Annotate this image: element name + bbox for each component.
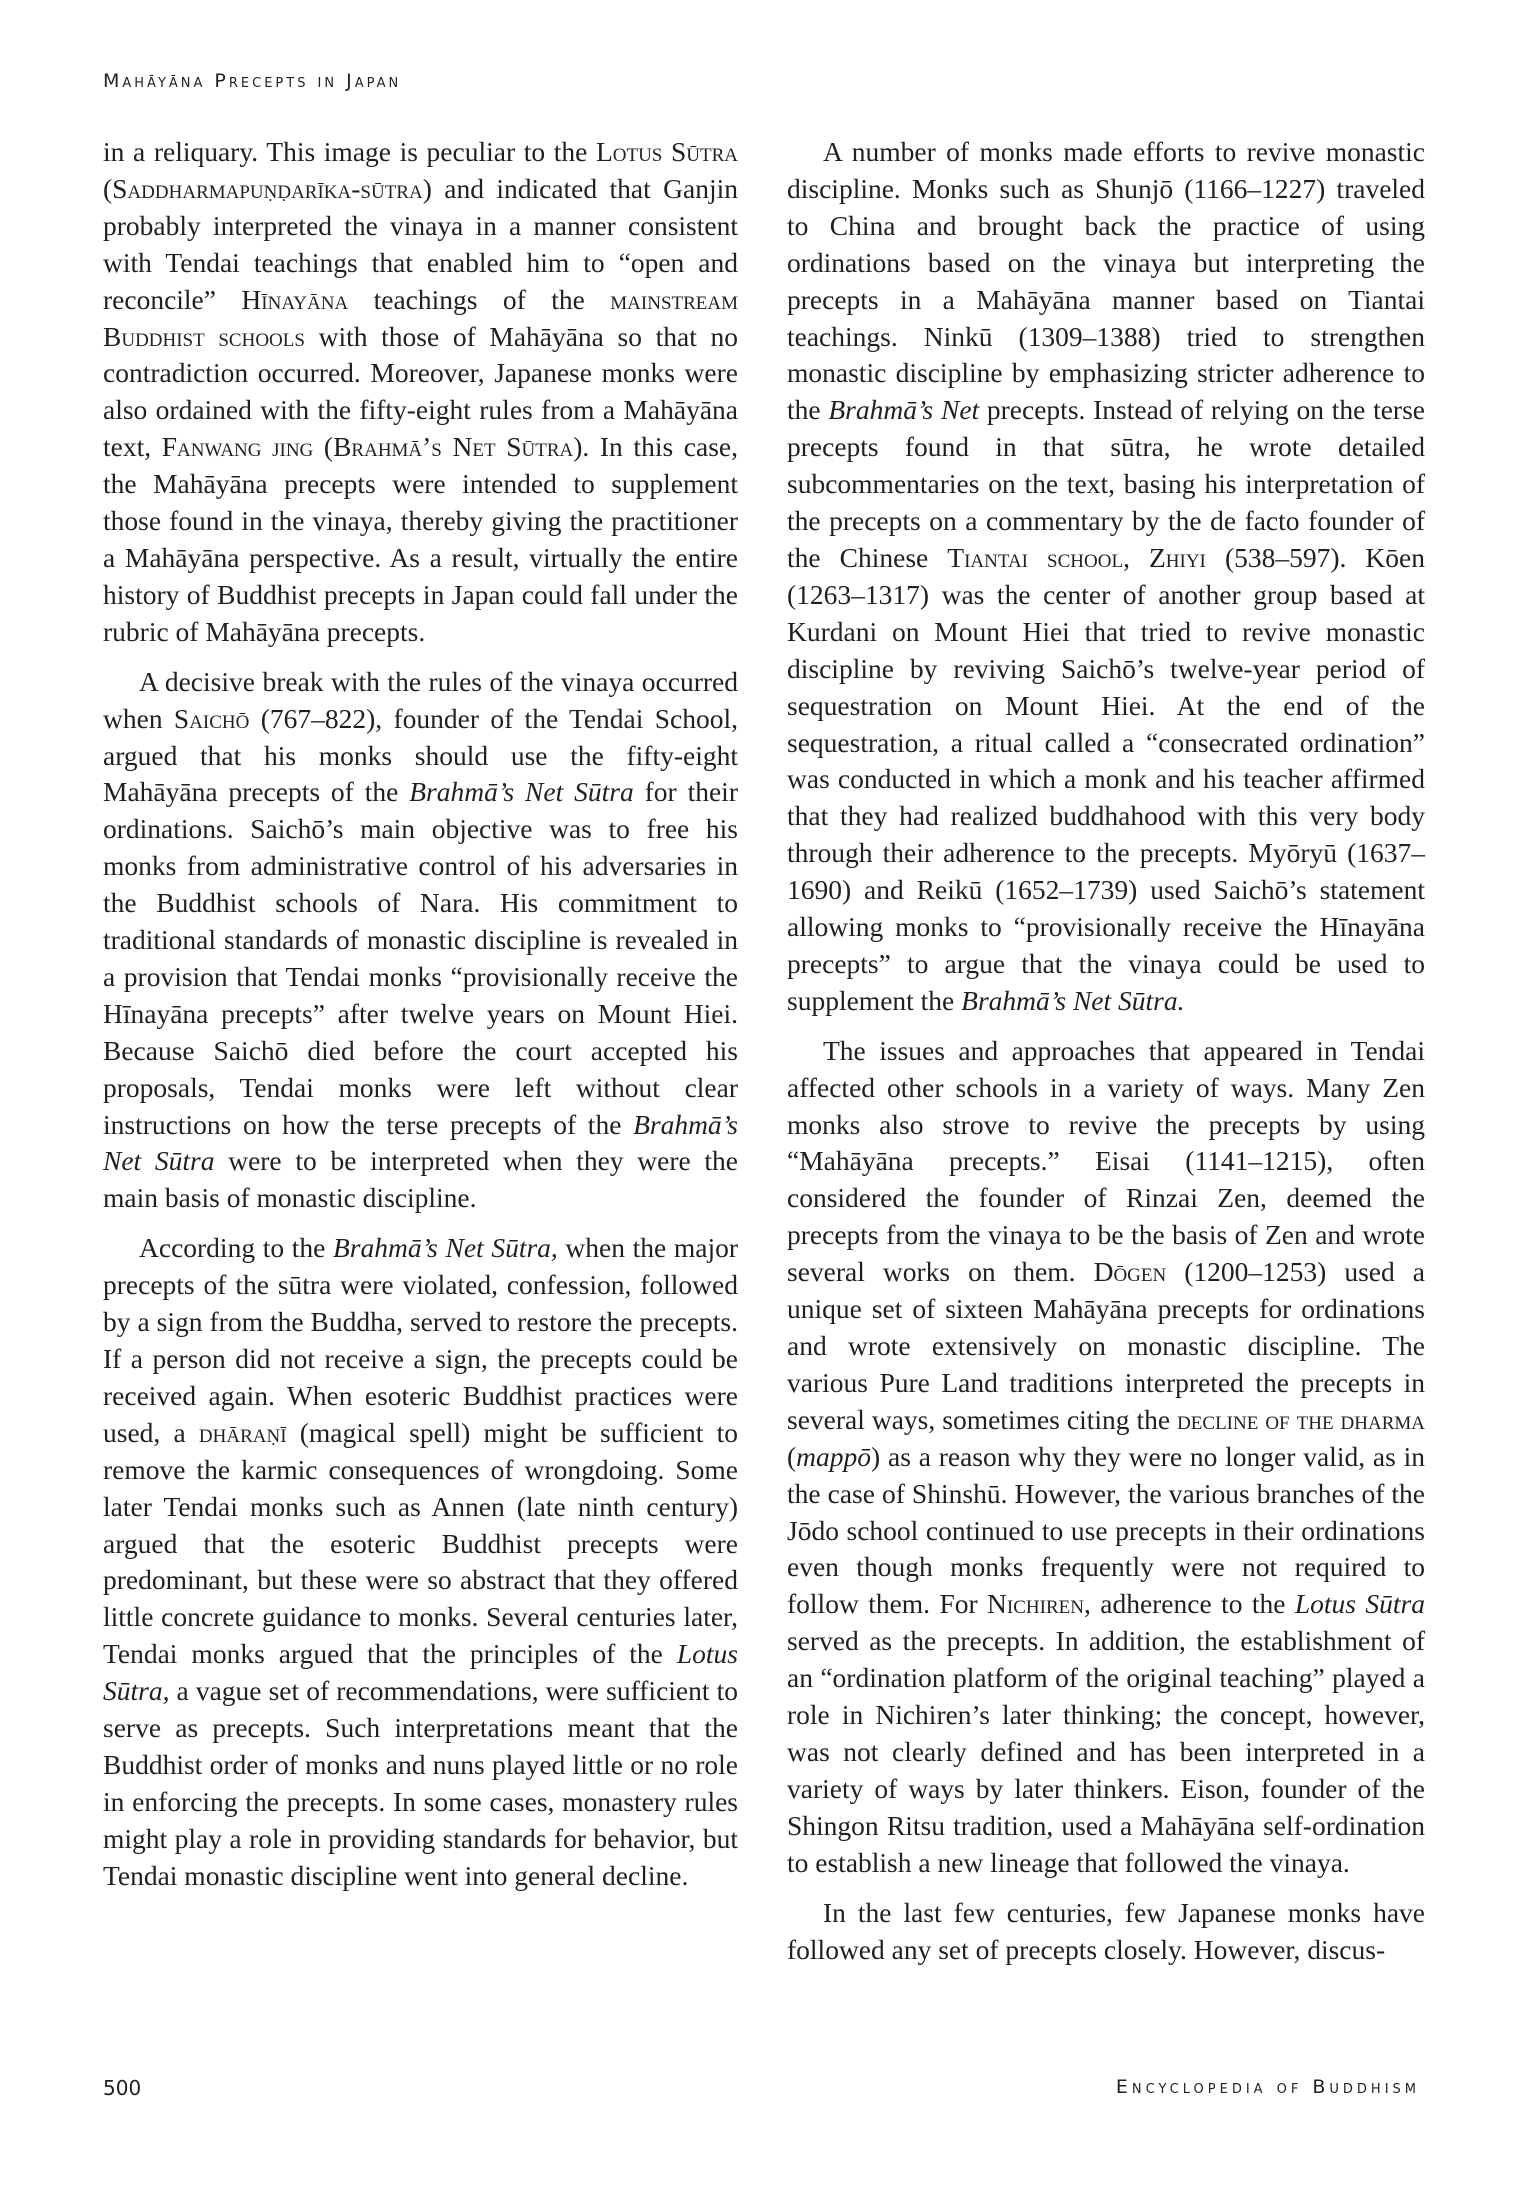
cross-reference: mainstream Buddhist schools: [103, 283, 739, 352]
text-run: A decisive break with the rules of the vinaya occurred when: [103, 665, 738, 734]
text-run: (: [313, 431, 334, 463]
cross-reference: Hīnayāna: [241, 283, 349, 315]
text-run: ) as a reason why they were no longer valid, as in the case of Shinshū. However, the various branches of the Jōdo school continued to use precepts in their ordinations even though monks frequently were not required to follow them. For: [787, 1440, 1425, 1620]
text-run: (magical spell) might be sufficient to remove the karmic consequences of wrongdoing. Some later Tendai monks such as Annen (late ninth century) argued that the esoteric Buddhist precepts were predominant, but these were so abstract that they offered little concrete guidance to monks. Several centuries later, Tendai monks argued that the principles of the: [103, 1416, 738, 1670]
text-run: precepts. Instead of relying on the terse precepts found in that sūtra, he wrote detailed subcommentaries on the text, basing his interpretation of the precepts on a commentary by the de facto founder of the Chinese: [787, 394, 1425, 573]
text-run: The issues and approaches that appeared in Tendai affected other schools in a variety of ways. Many Zen monks also strove to revive the precepts by using “Mahāyāna precepts.” Eisai (1141–1215), often considered the founder of Rinzai Zen, deemed the precepts from the vinaya to be the basis of Zen and wrote several works on them.: [787, 1034, 1425, 1288]
paragraph: [103, 664, 738, 1218]
text-run: A number of monks made efforts to revive monastic discipline. Monks such as Shunjō (1166–1227) traveled to China and brought back the practice of using ordinations based on the vinaya but interpreting the precepts in a Mahāyāna manner based on Tiantai teachings. Ninkū (1309–1388) tried to strengthen monastic discipline by emphasizing stricter adherence to the: [787, 136, 1425, 426]
cross-reference: Lotus Sūtra: [595, 136, 738, 167]
text-run: , adherence to the: [1083, 1588, 1295, 1620]
paragraph: [787, 1033, 1425, 1882]
text-run: In the last few centuries, few Japanese monks have followed any set of precepts closely. However, discus-: [787, 1896, 1425, 1965]
italic-title: Lotus Sūtra: [1294, 1588, 1425, 1620]
text-run: ) and indicated that Ganjin probably interpreted the vinaya in a manner consistent with Tendai teachings that enabled him to “open and reconcile”: [103, 172, 738, 315]
italic-title: Brahmā’s Net: [828, 394, 980, 426]
text-run: when the major precepts of the sūtra were violated, confession, followed by a sign from the Buddha, served to restore the precepts. If a person did not receive a sign, the precepts could be received again. When esoteric Buddhist practices were used, a: [103, 1232, 738, 1448]
text-run: teachings of the: [348, 283, 611, 315]
text-run: with those of Mahāyāna so that no contradiction occurred. Moreover, Japanese monks were also ordained with the fifty-eight rules from a Mahāyāna text,: [103, 320, 738, 463]
book-title: Encyclopedia of Buddhism: [1115, 2076, 1420, 2098]
paragraph: [787, 134, 1425, 1020]
text-run: ,: [1123, 541, 1149, 573]
text-run: for their ordinations. Saichō’s main objective was to free his monks from administrative control of his adversaries in the Buddhist schools of Nara. His commitment to traditional standards of monastic discipline is revealed in a provision that Tendai monks “provisionally receive the Hīnayāna precepts” after twelve years on Mount Hiei. Because Saichō died before the court accepted his proposals, Tendai monks were left without clear instructions on how the terse precepts of the: [103, 776, 738, 1140]
italic-title: mappō: [796, 1440, 872, 1472]
cross-reference: decline of the dharma: [1177, 1403, 1425, 1435]
cross-reference: Dōgen: [1093, 1256, 1167, 1288]
cross-reference: Saddharmapuṇḍarīka-sūtra: [112, 172, 423, 204]
cross-reference: Brahmā’s Net Sūtra: [333, 431, 574, 463]
text-run: served as the precepts. In addition, the establishment of an “ordination platform of the original teaching” played a role in Nichiren’s later thinking; the concept, however, was not clearly defined and has been interpreted in a variety of ways by later thinkers. Eison, founder of the Shingon Ritsu tradition, used a Mahāyāna self-ordination to establish a new lineage that followed the vinaya.: [787, 1625, 1425, 1878]
cross-reference: Fanwang jing: [161, 431, 314, 463]
italic-title: Lotus Sūtra,: [103, 1638, 738, 1707]
cross-reference: Tiantai school: [947, 541, 1124, 573]
text-run: (: [103, 172, 113, 204]
text-run: According to the: [139, 1232, 333, 1264]
running-head: Mahāyāna Precepts in Japan: [103, 70, 402, 92]
text-run: (1200–1253) used a unique set of sixteen Mahāyāna precepts for ordinations and wrote extensively on monastic discipline. The various Pure Land traditions interpreted the precepts in several ways, sometimes citing the: [787, 1256, 1425, 1435]
italic-title: Brahmā’s Net Sūtra: [103, 1108, 738, 1177]
text-run: in a reliquary. This image is peculiar to the: [103, 136, 596, 167]
italic-title: Brahmā’s Net Sūtra: [409, 776, 634, 808]
paragraph: [103, 1230, 738, 1894]
text-run: (: [787, 1440, 797, 1472]
text-run: (538–597). Kōen (1263–1317) was the center of another group based at Kurdani on Mount Hiei that tried to revive monastic discipline by reviving Saichō’s twelve-year period of sequestration on Mount Hiei. At the end of the sequestration, a ritual called a “consecrated ordination” was conducted in which a monk and his teacher affirmed that they had realized buddhahood with this very body through their adherence to the precepts. Myōryū (1637–1690) and Reikū (1652–1739) used Saichō’s statement allowing monks to “provisionally receive the Hīnayāna precepts” to argue that the vinaya could be used to supplement the: [787, 541, 1425, 1016]
text-run: were to be interpreted when they were the main basis of monastic discipline.: [103, 1145, 738, 1214]
paragraph: [103, 134, 738, 651]
cross-reference: dhāraṇī: [198, 1416, 287, 1448]
left-column: [103, 134, 738, 1908]
text-run: a vague set of recommendations, were sufficient to serve as precepts. Such interpretations meant that the Buddhist order of monks and nuns played little or no role in enforcing the precepts. In some cases, monastery rules might play a role in providing standards for behavior, but Tendai monastic discipline went into general decline.: [103, 1675, 738, 1891]
italic-title: Brahmā’s Net Sūtra,: [332, 1232, 558, 1264]
italic-title: Brahmā’s Net Sūtra.: [961, 984, 1185, 1016]
cross-reference: Nichiren: [987, 1588, 1084, 1620]
paragraph: [787, 1895, 1425, 1969]
text-run: ). In this case, the Mahāyāna precepts were intended to supplement those found in the vinaya, thereby giving the practitioner a Mahāyāna perspective. As a result, virtually the entire history of Buddhist precepts in Japan could fall under the rubric of Mahāyāna precepts.: [103, 431, 738, 647]
text-run: (767–822), founder of the Tendai School, argued that his monks should use the fifty-eight Mahāyāna precepts of the: [103, 702, 738, 808]
right-column: [787, 134, 1425, 1981]
page-number: 500: [103, 2076, 142, 2100]
cross-reference: Zhiyi: [1148, 541, 1206, 573]
cross-reference: Saichō: [173, 702, 250, 734]
